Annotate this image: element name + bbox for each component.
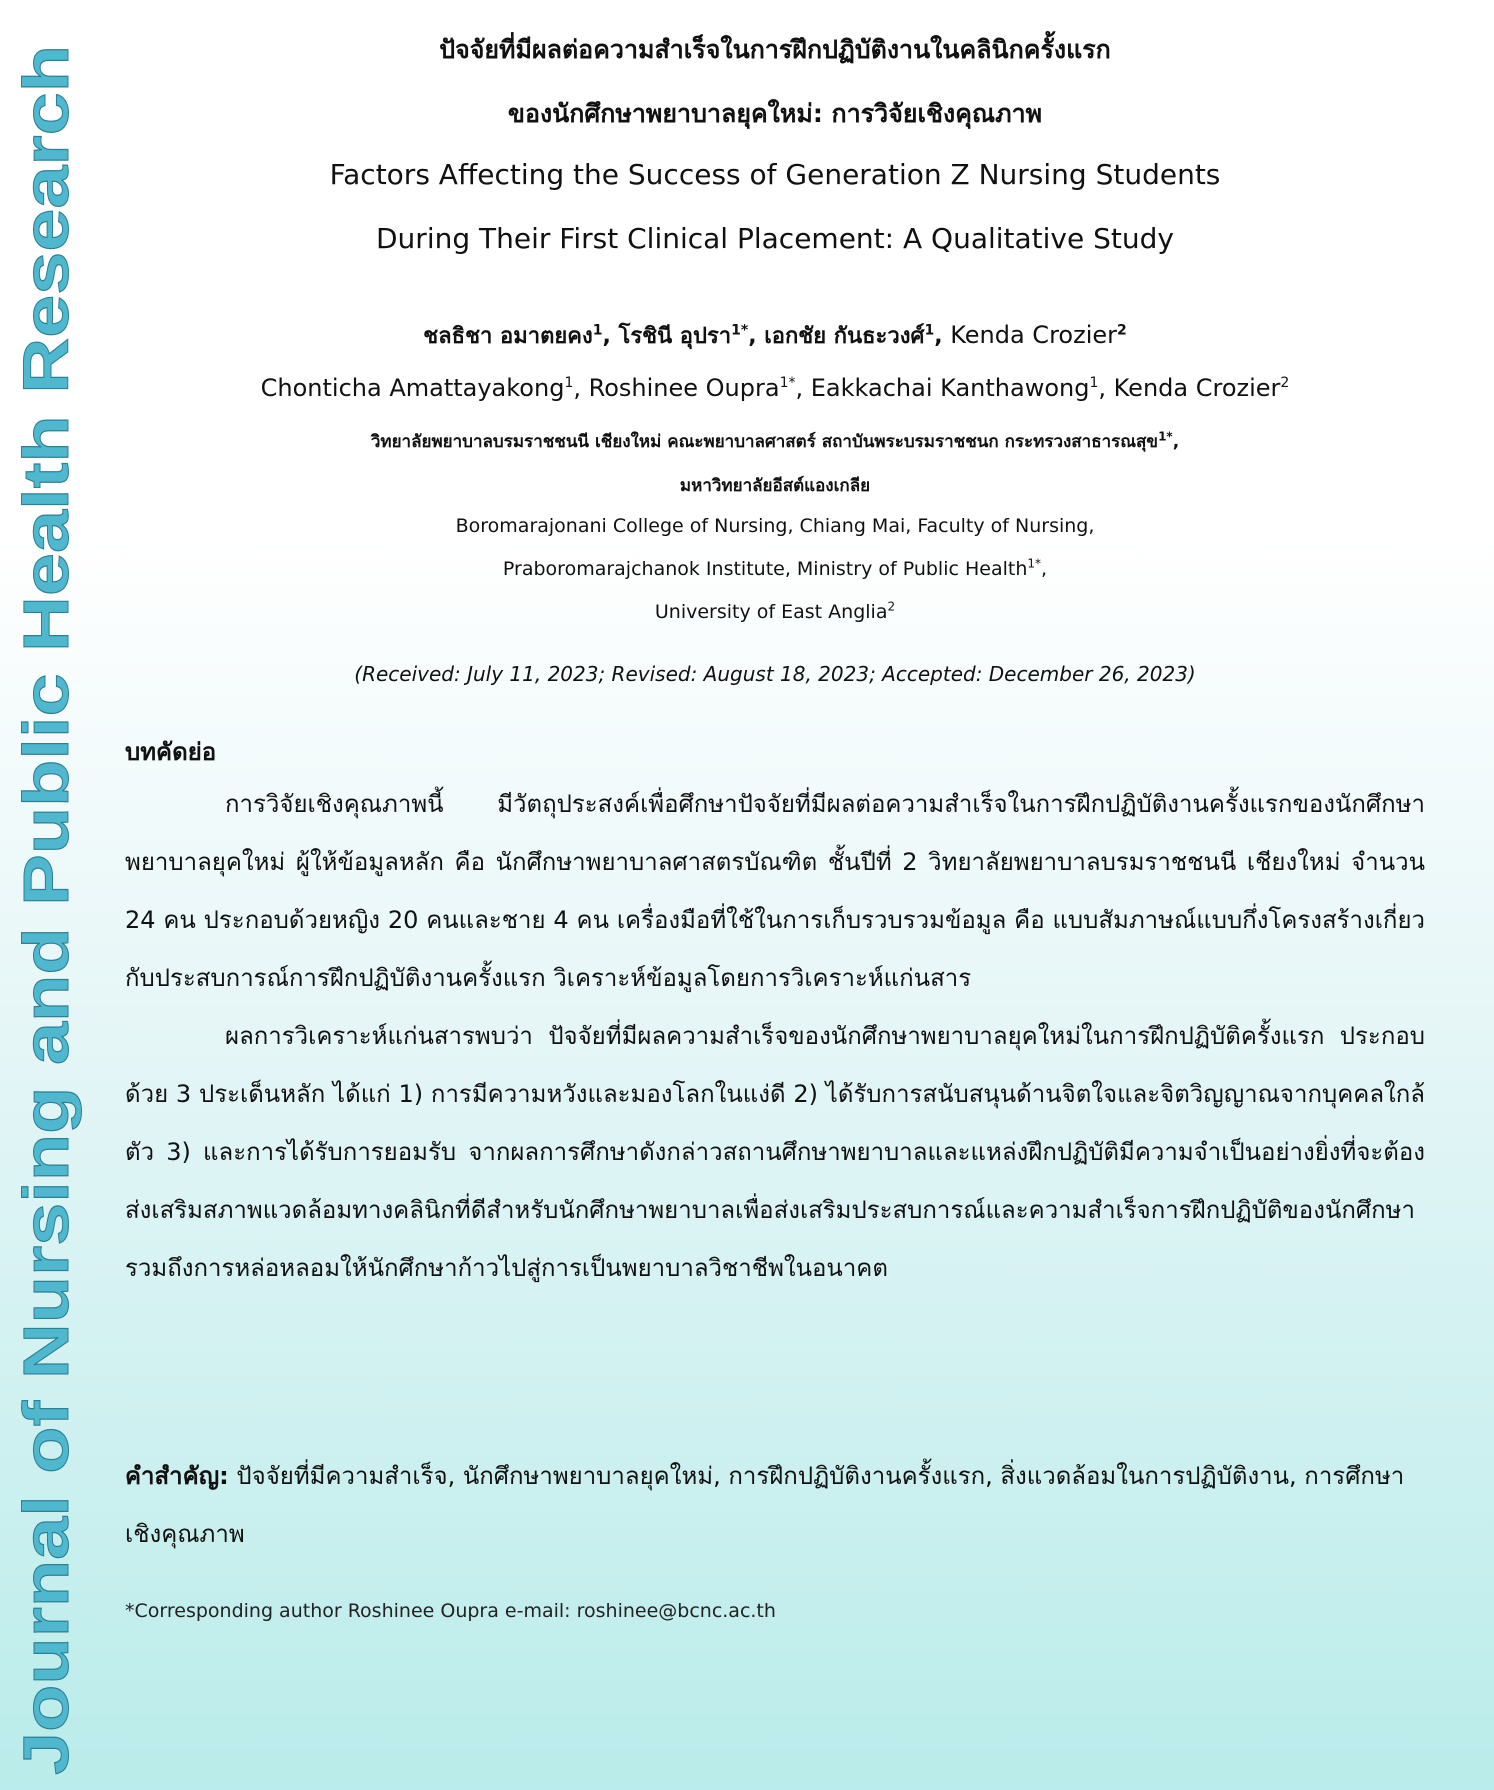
author-name: โรชินี อุปรา	[618, 324, 732, 349]
author-separator: ,	[934, 324, 951, 349]
affiliation-english-line-1: Boromarajonani College of Nursing, Chiang Mai, Faculty of Nursing,	[455, 515, 1095, 537]
author-affiliation-marker: 1	[592, 322, 603, 339]
title-english-line-2: During Their First Clinical Placement: A Qualitative Study	[376, 222, 1174, 255]
author-affiliation-marker: 1*	[779, 375, 796, 391]
corresponding-author-footnote: *Corresponding author Roshinee Oupra e-mail: roshinee@bcnc.ac.th	[125, 1600, 776, 1622]
author-affiliation-marker: 1	[1089, 375, 1099, 391]
affiliation-thai-line-1	[140, 428, 1410, 455]
affiliation-marker: 2	[887, 599, 896, 614]
author-separator: ,	[573, 374, 589, 402]
affiliation-punctuation: ,	[1041, 558, 1048, 580]
author-separator: ,	[795, 374, 811, 402]
author-affiliation-marker: 1	[924, 322, 935, 339]
authors-thai	[140, 318, 1410, 353]
author-name: Eakkachai Kanthawong	[810, 374, 1090, 402]
author-name: ชลธิชา อมาตยคง	[423, 324, 593, 349]
author-affiliation-marker: 2	[1280, 375, 1290, 391]
received-dates: (Received: July 11, 2023; Revised: August 18, 2023; Accepted: December 26, 2023)	[354, 662, 1196, 686]
affiliation-text: วิทยาลัยพยาบาลบรมราชชนนี เชียงใหม่ คณะพยาบาลศาสตร์ สถาบันพระบรมราชชนก กระทรวงสาธารณสุข	[370, 432, 1159, 452]
author-separator: ,	[748, 324, 765, 349]
affiliation-text: Praboromarajchanok Institute, Ministry of Public Health	[502, 558, 1028, 580]
author-name: Roshinee Oupra	[588, 374, 780, 402]
affiliation-punctuation: ,	[1172, 432, 1180, 452]
abstract-heading: บทคัดย่อ	[125, 738, 217, 766]
author-separator: ,	[602, 324, 619, 349]
keywords	[125, 1447, 1425, 1563]
author-name: Chonticha Amattayakong	[260, 374, 565, 402]
author-affiliation-marker: 1	[564, 375, 574, 391]
author-name: Kenda Crozier	[950, 321, 1117, 349]
affiliation-english-line-2	[140, 558, 1410, 580]
keywords-list: ปัจจัยที่มีความสำเร็จ, นักศึกษาพยาบาลยุคใหม่, การฝึกปฏิบัติงานครั้งแรก, สิ่งแวดล้อมในการปฏิบัติงาน, การศึกษาเชิงคุณภาพ	[125, 1462, 1405, 1548]
affiliation-english-line-3	[140, 601, 1410, 623]
journal-side-title: Journal of Nursing and Public Health Research	[10, 345, 82, 1775]
keywords-label: คำสำคัญ:	[125, 1462, 229, 1490]
affiliation-thai-line-2: มหาวิทยาลัยอีสต์แองเกลีย	[679, 476, 871, 496]
affiliation-marker: 1*	[1158, 429, 1173, 444]
author-name: เอกชัย กันธะวงศ์	[764, 324, 925, 349]
title-thai-line-1: ปัจจัยที่มีผลต่อความสำเร็จในการฝึกปฏิบัติงานในคลินิกครั้งแรก	[439, 35, 1111, 64]
title-english-line-1: Factors Affecting the Success of Generation Z Nursing Students	[329, 158, 1221, 191]
author-separator: ,	[1098, 374, 1114, 402]
authors-english	[140, 374, 1410, 402]
affiliation-marker: 1*	[1027, 556, 1042, 571]
author-affiliation-marker: 1*	[731, 322, 749, 339]
author-affiliation-marker: 2	[1117, 322, 1127, 339]
abstract-paragraph-1: การวิจัยเชิงคุณภาพนี้ มีวัตถุประสงค์เพื่อศึกษาปัจจัยที่มีผลต่อความสำเร็จในการฝึกปฏิบัติงานครั้งแรกของนักศึกษาพยาบาลยุคใหม่ ผู้ให้ข้อมูลหลัก คือ นักศึกษาพยาบาลศาสตรบัณฑิต ชั้นปีที่ 2 วิทยาลัยพยาบาลบรมราชชนนี เชียงใหม่ จำนวน 24 คน ประกอบด้วยหญิง 20 คนและชาย 4 คน เครื่องมือที่ใช้ในการเก็บรวบรวมข้อมูล คือ แบบสัมภาษณ์แบบกึ่งโครงสร้างเกี่ยวกับประสบการณ์การฝึกปฏิบัติงานครั้งแรก วิเคราะห์ข้อมูลโดยการวิเคราะห์แก่นสาร	[125, 790, 1425, 992]
title-thai-line-2: ของนักศึกษาพยาบาลยุคใหม่: การวิจัยเชิงคุณภาพ	[507, 99, 1043, 128]
affiliation-text: University of East Anglia	[654, 601, 888, 623]
abstract-body	[125, 775, 1425, 1297]
abstract-paragraph-2: ผลการวิเคราะห์แก่นสารพบว่า ปัจจัยที่มีผลความสำเร็จของนักศึกษาพยาบาลยุคใหม่ในการฝึกปฏิบัติครั้งแรก ประกอบด้วย 3 ประเด็นหลัก ได้แก่ 1) การมีความหวังและมองโลกในแง่ดี 2) ได้รับการสนับสนุนด้านจิตใจและจิตวิญญาณจากบุคคลใกล้ตัว 3) และการได้รับการยอมรับ จากผลการศึกษาดังกล่าวสถานศึกษาพยาบาลและแหล่งฝึกปฏิบัติมีความจำเป็นอย่างยิ่งที่จะต้องส่งเสริมสภาพแวดล้อมทางคลินิกที่ดีสำหรับนักศึกษาพยาบาลเพื่อส่งเสริมประสบการณ์และความสำเร็จการฝึกปฏิบัติของนักศึกษา รวมถึงการหล่อหลอมให้นักศึกษาก้าวไปสู่การเป็นพยาบาลวิชาชีพในอนาคต	[125, 1022, 1425, 1282]
author-name: Kenda Crozier	[1113, 374, 1281, 402]
